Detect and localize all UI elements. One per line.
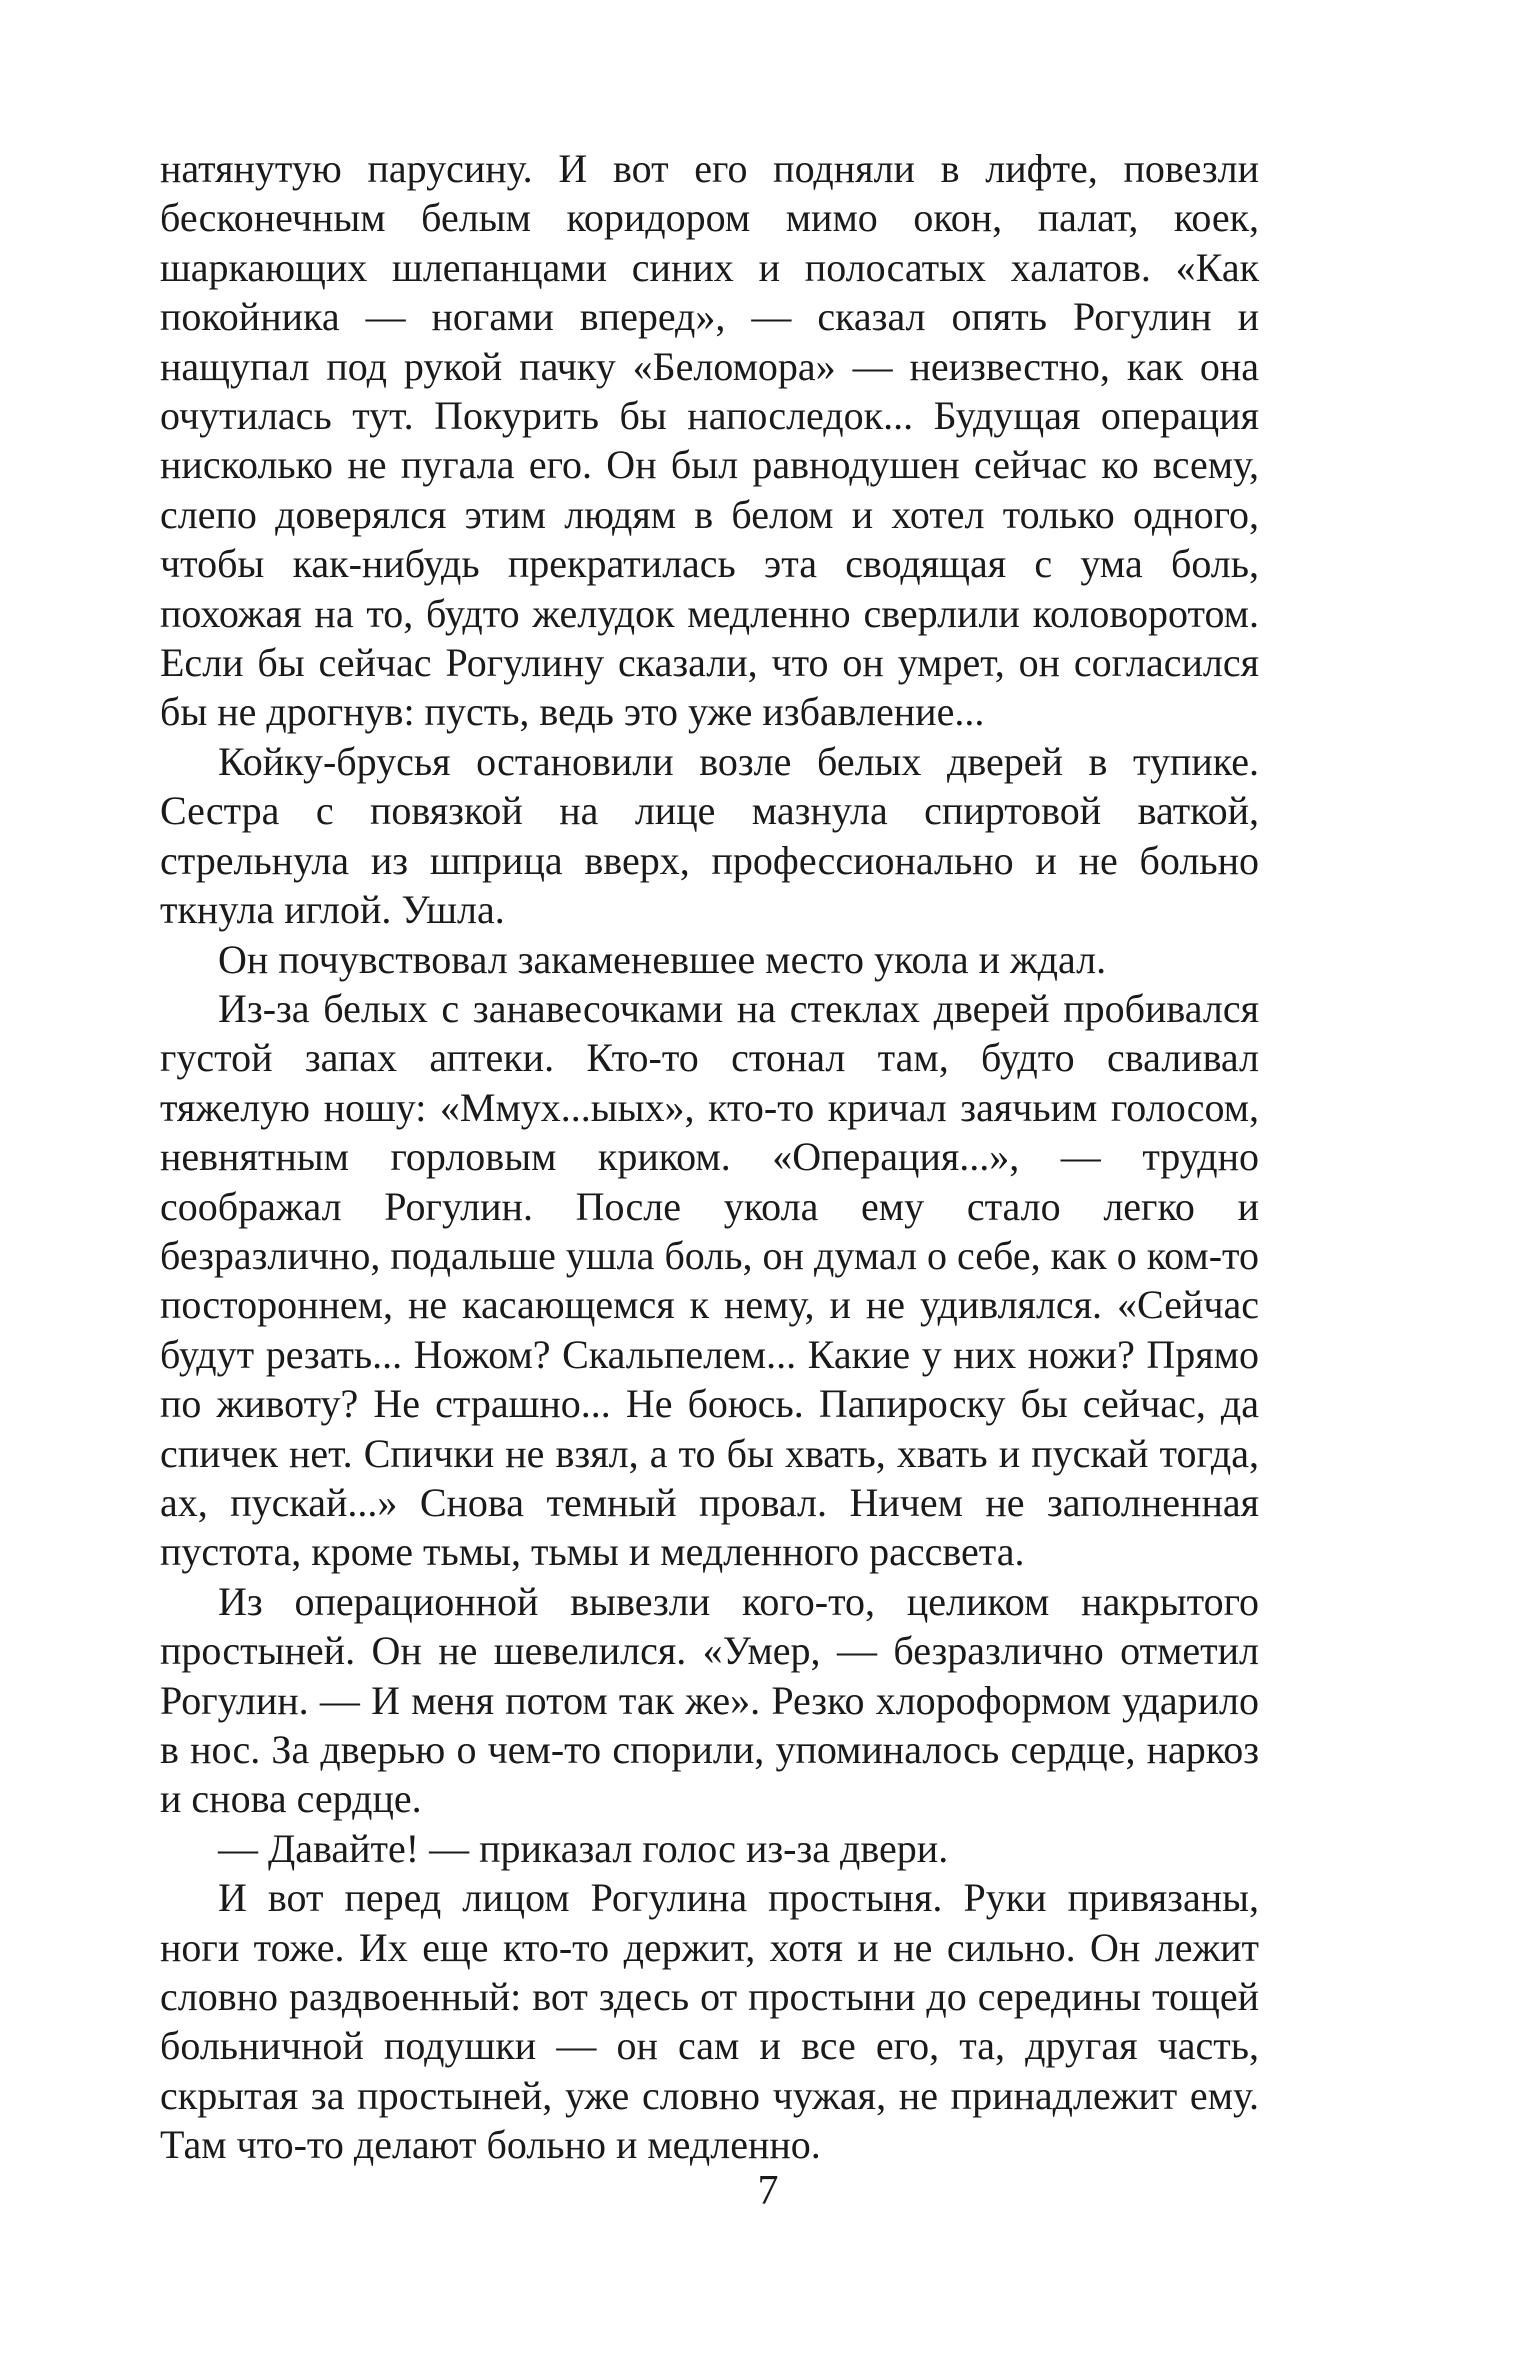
paragraph: Он почувствовал закаменевшее место укола и ждал. bbox=[218, 936, 1107, 982]
body-text bbox=[160, 144, 1259, 2170]
paragraph: — Давайте! — приказал голос из-за двери. bbox=[218, 1825, 949, 1871]
paragraph: Из операционной вывезли кого-то, целиком накрытого простыней. Он не шевелился. «Умер, — безразлично отметил Рогулин. — И меня потом так же». Резко хлороформом ударило в нос. За дверью о чем-то спорили, упоминалось сердце, наркоз и снова сердце. bbox=[160, 1578, 1259, 1822]
page-number: 7 bbox=[757, 2168, 779, 2214]
paragraph: И вот перед лицом Рогулина простыня. Руки привязаны, ноги тоже. Их еще кто-то держит, хотя и не сильно. Он лежит словно раздвоенный: вот здесь от простыни до середины тощей больничной подушки — он сам и все его, та, другая часть, скрытая за простыней, уже словно чужая, не принадлежит ему. Там что-то делают больно и медленно. bbox=[160, 1875, 1259, 2168]
paragraph: Койку-брусья остановили возле белых дверей в тупике. Сестра с повязкой на лице мазнула спиртовой ваткой, стрельнула из шприца вверх, профессионально и не больно ткнула иглой. Ушла. bbox=[160, 738, 1259, 933]
paragraph: Из-за белых с занавесочками на стеклах дверей пробивался густой запах аптеки. Кто-то стонал там, будто сваливал тяжелую ношу: «Ммух...ыых», кто-то кричал заячьим голосом, невнятным горловым криком. «Операция...», — трудно соображал Рогулин. После укола ему стало легко и безразлично, подальше ушла боль, он думал о себе, как о ком-то постороннем, не касающемся к нему, и не удивлялся. «Сейчас будут резать... Ножом? Скальпелем... Какие у них ножи? Прямо по животу? Не страшно... Не боюсь. Папироску бы сейчас, да спичек нет. Спички не взял, а то бы хвать, хвать и пускай тогда, ах, пускай...» Снова темный провал. Ничем не заполненная пустота, кроме тьмы, тьмы и медленного рассвета. bbox=[160, 985, 1259, 1575]
paragraph: натянутую парусину. И вот его подняли в лифте, повезли бесконечным белым коридором мимо окон, палат, коек, шаркающих шлепанцами синих и полосатых халатов. «Как покойника — ногами вперед», — сказал опять Рогулин и нащупал под рукой пачку «Беломора» — неизвестно, как она очутилась тут. Покурить бы напоследок... Будущая операция нисколько не пугала его. Он был равнодушен сейчас ко всему, слепо доверялся этим людям в белом и хотел только одного, чтобы как-нибудь прекратилась эта сводящая с ума боль, похожая на то, будто желудок медленно сверлили коловоротом. Если бы сейчас Рогулину сказали, что он умрет, он согласился бы не дрогнув: пусть, ведь это уже избавление... bbox=[160, 146, 1259, 735]
